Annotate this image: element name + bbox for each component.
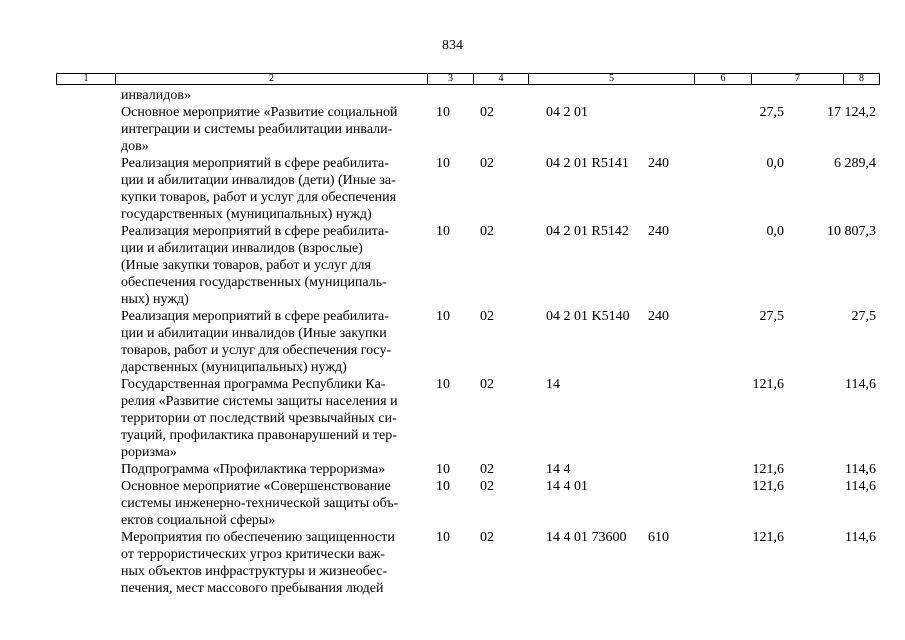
- cell-col-7: 27,5: [759, 309, 784, 324]
- row-name-line: ектов социальной сферы»: [121, 513, 276, 528]
- table-row: [0, 223, 905, 308]
- row-name: [121, 104, 426, 155]
- cell-col-6: 610: [648, 530, 669, 545]
- cell-col-5: 14 4: [546, 462, 571, 477]
- row-name-line: ции и абилитации инвалидов (дети) (Иные за-: [121, 173, 396, 188]
- row-name-line: ции и абилитации инвалидов (взрослые): [121, 241, 363, 256]
- cell-col-7: 0,0: [766, 156, 784, 171]
- row-name-line: ных объектов инфраструктуры и жизнеобес-: [121, 564, 388, 579]
- cell-col-6: 240: [648, 156, 669, 171]
- col-header-4: 4: [474, 74, 529, 84]
- cell-col-5: 14: [546, 377, 560, 392]
- page-number: 834: [442, 38, 463, 53]
- cell-col-4: 02: [480, 462, 494, 477]
- cell-col-3: 10: [436, 530, 450, 545]
- table-row: [0, 478, 905, 529]
- cell-col-6: 240: [648, 224, 669, 239]
- row-name: [121, 461, 426, 478]
- table-row: [0, 376, 905, 461]
- row-name: [121, 87, 426, 104]
- row-name-line: Реализация мероприятий в сфере реабилита-: [121, 156, 389, 171]
- cell-col-8: 114,6: [845, 479, 876, 494]
- row-name: [121, 376, 426, 461]
- cell-col-7: 121,6: [752, 479, 784, 494]
- row-name-line: системы инженерно-технической защиты объ-: [121, 496, 399, 511]
- cell-col-3: 10: [436, 462, 450, 477]
- cell-col-5: 04 2 01 R5142: [546, 224, 629, 239]
- row-name: [121, 529, 426, 597]
- cell-col-5: 14 4 01: [546, 479, 588, 494]
- cell-col-8: 114,6: [845, 377, 876, 392]
- col-header-6: 6: [695, 74, 752, 84]
- row-name-line: территории от последствий чрезвычайных си-: [121, 411, 397, 426]
- row-name-line: Реализация мероприятий в сфере реабилита-: [121, 309, 389, 324]
- row-name-line: дов»: [121, 139, 149, 154]
- cell-col-4: 02: [480, 479, 494, 494]
- cell-col-4: 02: [480, 156, 494, 171]
- cell-col-8: 27,5: [851, 309, 876, 324]
- cell-col-7: 121,6: [752, 462, 784, 477]
- col-header-3: 3: [428, 74, 474, 84]
- cell-col-4: 02: [480, 105, 494, 120]
- col-header-5: 5: [529, 74, 695, 84]
- row-name-line: ных) нужд): [121, 292, 189, 307]
- table-row: [0, 461, 905, 478]
- row-name-line: туаций, профилактика правонарушений и тер-: [121, 428, 397, 443]
- cell-col-4: 02: [480, 530, 494, 545]
- cell-col-3: 10: [436, 105, 450, 120]
- row-name-line: печения, мест массового пребывания людей: [121, 581, 384, 596]
- row-name-line: обеспечения государственных (муниципаль-: [121, 275, 387, 290]
- row-name-line: Государственная программа Республики Ка-: [121, 377, 386, 392]
- cell-col-7: 121,6: [752, 530, 784, 545]
- cell-col-3: 10: [436, 224, 450, 239]
- cell-col-5: 14 4 01 73600: [546, 530, 627, 545]
- row-name: [121, 155, 426, 223]
- row-name-line: (Иные закупки товаров, работ и услуг для: [121, 258, 371, 273]
- col-header-1: 1: [57, 74, 116, 84]
- cell-col-3: 10: [436, 309, 450, 324]
- table-row: [0, 87, 905, 104]
- row-name: [121, 478, 426, 529]
- table-row: [0, 155, 905, 223]
- cell-col-5: 04 2 01: [546, 105, 588, 120]
- cell-col-6: 240: [648, 309, 669, 324]
- cell-col-3: 10: [436, 377, 450, 392]
- table-body: [0, 87, 905, 597]
- table-row: [0, 308, 905, 376]
- table-column-header: [56, 73, 880, 85]
- cell-col-7: 0,0: [766, 224, 784, 239]
- table-row: [0, 104, 905, 155]
- row-name-line: инвалидов»: [121, 88, 191, 103]
- col-header-7: 7: [752, 74, 844, 84]
- cell-col-8: 6 289,4: [834, 156, 876, 171]
- cell-col-4: 02: [480, 377, 494, 392]
- row-name-line: от террористических угроз критически важ-: [121, 547, 385, 562]
- row-name-line: дарственных (муниципальных) нужд): [121, 360, 347, 375]
- cell-col-7: 121,6: [752, 377, 784, 392]
- cell-col-8: 10 807,3: [827, 224, 876, 239]
- row-name-line: купки товаров, работ и услуг для обеспечения: [121, 190, 397, 205]
- cell-col-3: 10: [436, 479, 450, 494]
- row-name: [121, 308, 426, 376]
- col-header-8: 8: [859, 73, 864, 84]
- row-name-line: Мероприятия по обеспечению защищенности: [121, 530, 395, 545]
- row-name-line: интеграции и системы реабилитации инвали-: [121, 122, 393, 137]
- row-name-line: Основное мероприятие «Развитие социальной: [121, 105, 398, 120]
- row-name-line: товаров, работ и услуг для обеспечения госу-: [121, 343, 392, 358]
- row-name-line: ции и абилитации инвалидов (Иные закупки: [121, 326, 387, 341]
- cell-col-5: 04 2 01 K5140: [546, 309, 630, 324]
- row-name-line: релия «Развитие системы защиты населения и: [121, 394, 398, 409]
- row-name-line: Реализация мероприятий в сфере реабилита-: [121, 224, 389, 239]
- cell-col-5: 04 2 01 R5141: [546, 156, 629, 171]
- row-name: [121, 223, 426, 308]
- row-name-line: Основное мероприятие «Совершенствование: [121, 479, 391, 494]
- cell-col-4: 02: [480, 309, 494, 324]
- row-name-line: государственных (муниципальных) нужд): [121, 207, 372, 222]
- row-name-line: Подпрограмма «Профилактика терроризма»: [121, 462, 386, 477]
- cell-col-8: 17 124,2: [827, 105, 876, 120]
- cell-col-8: 114,6: [845, 462, 876, 477]
- table-row: [0, 529, 905, 597]
- col-header-2: 2: [116, 74, 428, 84]
- cell-col-4: 02: [480, 224, 494, 239]
- cell-col-3: 10: [436, 156, 450, 171]
- cell-col-8: 114,6: [845, 530, 876, 545]
- cell-col-7: 27,5: [759, 105, 784, 120]
- row-name-line: роризма»: [121, 445, 177, 460]
